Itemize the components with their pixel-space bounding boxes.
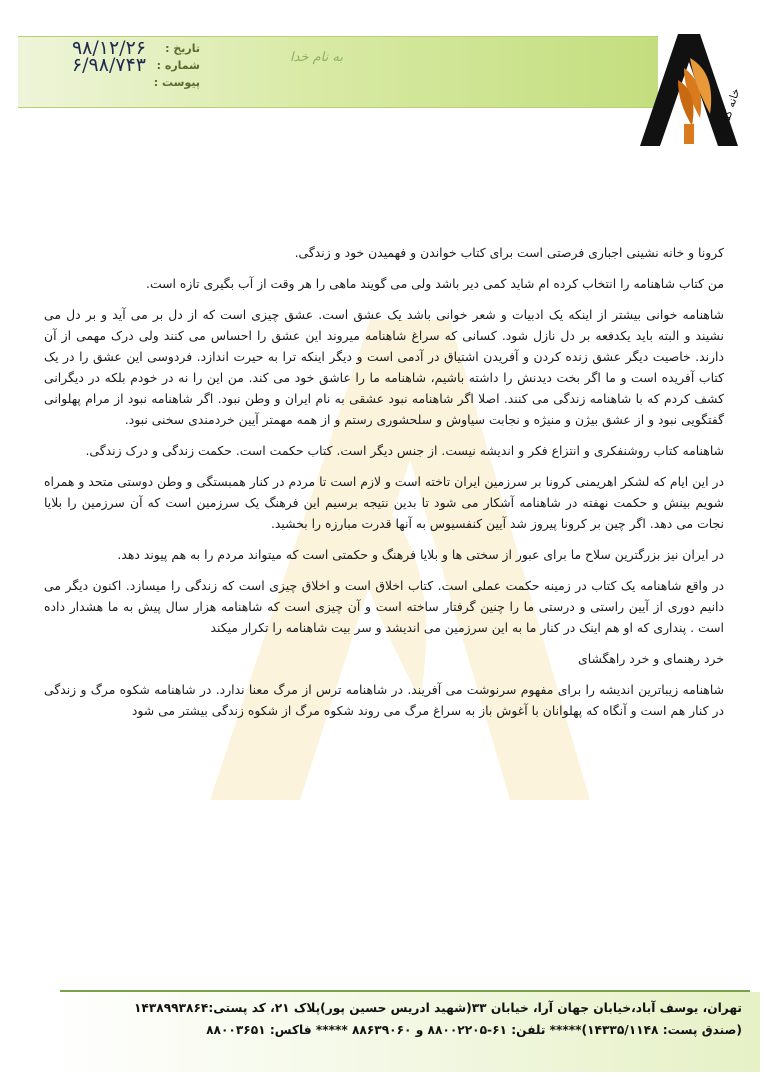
paragraph: در این ایام که لشکر اهریمنی کرونا بر سرزمین ایران تاخته است و لازم است تا مردم در کنار همبستگی و وطن دوستی متحد و همراه شویم بینش و حکمت نهفته در شاهنامه آشکار می شود تا بدین نتیجه برسیم این فرهنگ یک سرزمین است که آن سرزمین را بلایا نجات می دهد. اگر چین بر کرونا پیروز شد آیین کنفسیوس به آنها قدرت مبارزه را بخشید. [44, 474, 724, 531]
letter-body [44, 242, 724, 731]
khaneh-keshavarz-logo [638, 28, 742, 148]
header-stamp: به نام خدا [290, 50, 343, 65]
paragraph: من کتاب شاهنامه را انتخاب کرده ام شاید کمی دیر باشد ولی می گویند ماهی را هر وقت از آب بگیری تازه است. [146, 276, 724, 291]
paragraph: در ایران نیز بزرگترین سلاح ما برای عبور از سختی ها و بلایا فرهنگ و حکمتی است که میتواند مردم را به هم پیوند دهد. [117, 547, 724, 562]
number-label: شماره : [156, 59, 200, 72]
date-label: تاریخ : [165, 42, 200, 55]
date-value: ۹۸/۱۲/۲۶ [71, 37, 146, 59]
number-value: ۶/۹۸/۷۴۳ [71, 54, 146, 76]
footer-contact: (صندق پست: ۱۴۳۳۵/۱۱۴۸)***** تلفن: ۶۱-۸۸۰۰۲۲۰۵ و ۸۸۶۳۹۰۶۰ ***** فاکس: ۸۸۰۰۳۶۵۱ [206, 1023, 742, 1037]
footer [62, 997, 742, 1041]
logo-text: خانه کشاورز [712, 86, 742, 145]
attachment-label: پیوست : [153, 76, 200, 89]
paragraph: کرونا و خانه نشینی اجباری فرصتی است برای کتاب خواندن و فهمیدن خود و زندگی. [294, 245, 724, 260]
paragraph: شاهنامه خوانی بیشتر از اینکه یک ادبیات و شعر خوانی باشد یک عشق است. عشق چیزی است که از دل بر می آید و بر دل می نشیند و البته باید یکدفعه بر دل نازل شود. کسانی که سراغ شاهنامه میروند این عشق را احساس می کنند ولی درک مهمی از آن دارند. خاصیت دیگر عشق زنده کردن و آفریدن اشتیاق در آدمی است و دیگر اینکه ترا به حیرت اندازد. فردوسی این عشق را در یک کتاب آفریده است و ما اگر بخت دیدنش را داشته باشیم، شاهنامه ما را عاشق خود می کند. من این را نه در خودم بلکه در دیگرانی کشف کردم که با شاهنامه زندگی می کنند. اصلا اگر شاهنامه نبود عشقی به نام ایران و وطن نبود. اگر شاهنامه نبود از مرام پهلوانی گفتگویی نبود و از عشق بیژن و منیژه و نجابت سیاوش و سلحشوری رستم و از همه مهمتر آیین خردمندی سخنی نبود. [44, 307, 724, 427]
verse-line: خرد رهنمای و خرد راهگشای [578, 651, 724, 666]
paragraph: در واقع شاهنامه یک کتاب در زمینه حکمت عملی است. کتاب اخلاق است و اخلاق چیزی است که زندگی را میسازد. اکنون دیگر می دانیم دوری از آیین راستی و درستی ما را چنین گرفتار ساخته است و آن چیزی است که شاهنامه هزار سال پیش به ما هشدار داده است . پنداری که او هم اینک در کنار ما به این سرزمین می اندیشد و سر بیت شاهنامه را تکرار میکند [44, 578, 724, 635]
footer-divider [60, 990, 750, 992]
attachment-row [30, 74, 200, 91]
footer-address: تهران، یوسف آباد،خیابان جهان آرا، خیابان ۳۳(شهید ادریس حسین پور)پلاک ۲۱، کد پستی:۱۴۳۸۹۹۳۸۶۴ [133, 1001, 742, 1015]
paragraph: شاهنامه زیباترین اندیشه را برای مفهوم سرنوشت می آفریند. در شاهنامه ترس از مرگ معنا ندارد. در شاهنامه شکوه مرگ و زندگی در کنار هم است و آنگاه که پهلوانان با آغوش باز به سراغ مرگ می روند شکوه مرگ از شکوه زندگی بیشتر می شود [44, 682, 724, 718]
letter-meta [30, 37, 200, 91]
number-row [30, 54, 200, 76]
paragraph: شاهنامه کتاب روشنفکری و انتزاع فکر و اندیشه نیست. از جنس دیگر است. کتاب حکمت است. حکمت زندگی و درک زندگی. [85, 443, 724, 458]
